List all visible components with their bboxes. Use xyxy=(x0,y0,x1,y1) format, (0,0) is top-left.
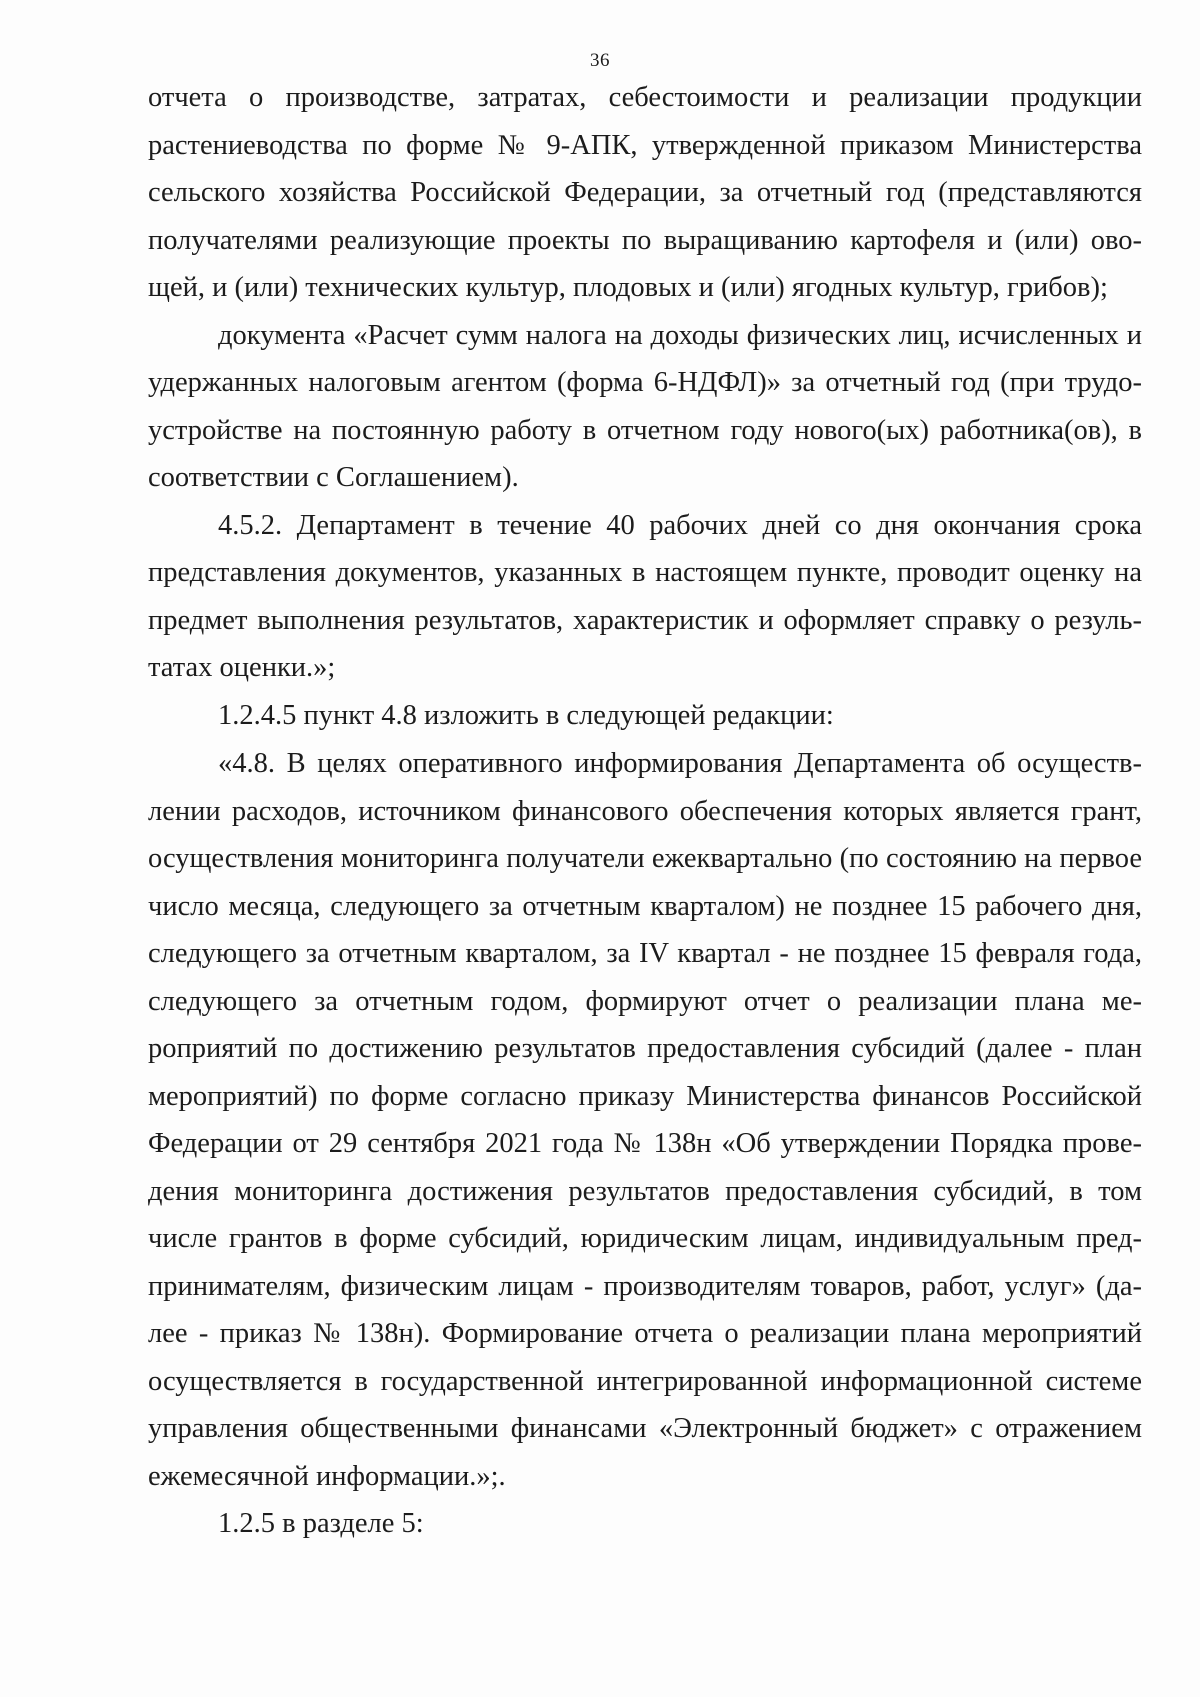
paragraph-1-2-5: 1.2.5 в разделе 5: xyxy=(218,1508,424,1539)
paragraph-report-9-apk: отчета о производстве, затратах, себестоимости и реализации продукции растениеводства по форме № 9-АПК, утвержденной приказом Министерства сельского хозяйства Российской Федерации, за отчетный год (представляются получателями реализующие проекты по выращиванию картофеля и (или) овощей, и (или) технических культур, плодовых и (или) ягодных культур, грибов); xyxy=(148,82,1142,303)
paragraph-6-ndfl: документа «Расчет сумм налога на доходы физических лиц, исчисленных и удержанных налоговым агентом (форма 6-НДФЛ)» за отчетный год (при трудоустройстве на постоянную работу в отчетном году нового(ых) работника(ов), в соответствии с Соглашением). xyxy=(148,319,1142,493)
paragraph-4-8: «4.8. В целях оперативного информирования Департамента об осуществлении расходов, источником финансового обеспечения которых является грант, осуществления мониторинга получатели ежеквартально (по состоянию на первое число месяца, следующего за отчетным кварталом) не позднее 15 рабочего дня, следующего за отчетным кварталом, за IV квартал - не позднее 15 февраля года, следующего за отчетным годом, формируют отчет о реализации плана мероприятий по достижению результатов предоставления субсидий (далее - план мероприятий) по форме согласно приказу Министерства финансов Российской Федерации от 29 сентября 2021 года № 138н «Об утверждении Порядка проведения мониторинга достижения результатов предоставления субсидий, в том числе грантов в форме субсидий, юридическим лицам, индивидуальным предпринимателям, физическим лицам - производителям товаров, работ, услуг» (далее - приказ № 138н). Формирование отчета о реализации плана мероприятий осуществляется в государственной интегрированной информационной системе управления общественными финансами «Электронный бюджет» с отражением ежемесячной информации.»;. xyxy=(148,748,1142,1492)
document-body xyxy=(148,74,1142,1548)
page-number: 36 xyxy=(590,50,610,71)
paragraph-4-5-2: 4.5.2. Департамент в течение 40 рабочих дней со дня окончания срока представления документов, указанных в настоящем пункте, проводит оценку на предмет выполнения результатов, характеристик и оформляет справку о результатах оценки.»; xyxy=(148,509,1142,683)
paragraph-1-2-4-5: 1.2.4.5 пункт 4.8 изложить в следующей редакции: xyxy=(218,699,834,731)
